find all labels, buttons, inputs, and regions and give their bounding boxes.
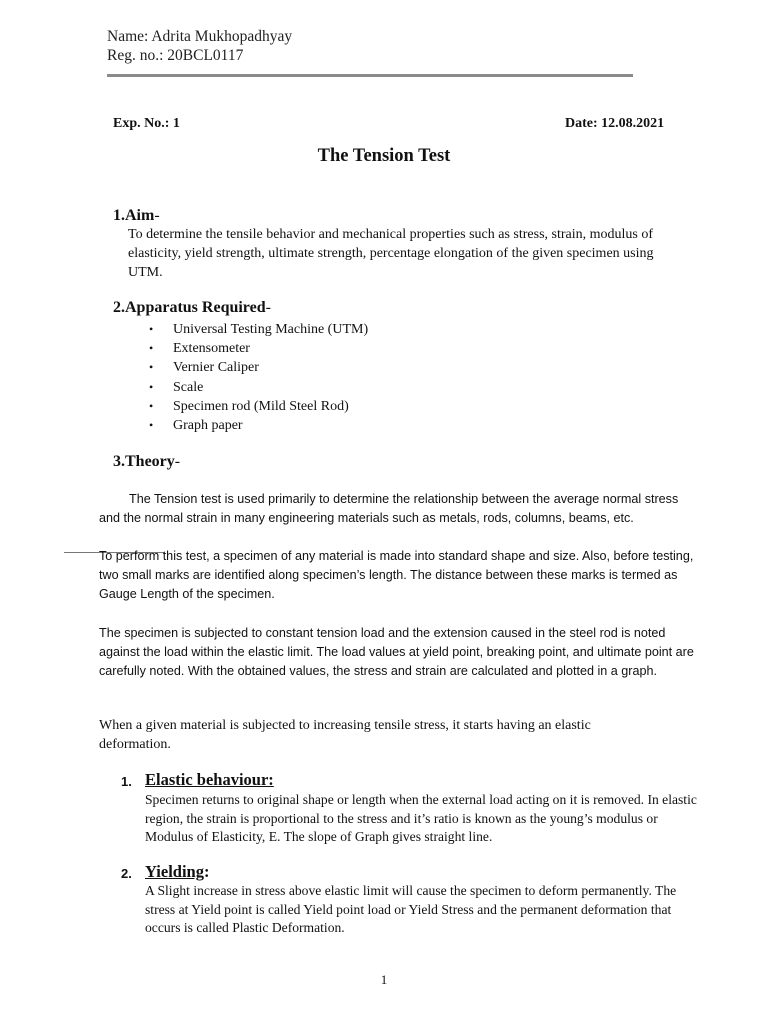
student-name: Name: Adrita Mukhopadhyay [107, 28, 293, 45]
bullet-icon: • [149, 322, 154, 336]
subsection-yielding-heading [145, 862, 209, 882]
section-suffix: - [154, 207, 160, 224]
theory-paragraph-4: When a given material is subjected to increasing tensile stress, it starts having an elastic deformation. [99, 718, 591, 752]
bullet-icon: • [149, 379, 154, 394]
list-item: • Graph paper [146, 416, 368, 435]
list-item: • Specimen rod (Mild Steel Rod) [146, 397, 368, 416]
subsection-elastic-heading: Elastic behaviour: [145, 770, 274, 789]
section-apparatus-heading [113, 299, 271, 317]
section-suffix: - [265, 299, 271, 316]
document-title: The Tension Test [317, 146, 451, 166]
aim-text: To determine the tensile behavior and mechanical properties such as stress, strain, modulus of elasticity, yield strength, ultimate strength, percentage elongation of the given specimen using UTM. [128, 227, 654, 280]
list-item: • Extensometer [146, 339, 368, 358]
theory-paragraph-1: The Tension test is used primarily to determine the relationship between the average normal stress and the normal strain in many engineering materials such as metals, rods, columns, beams, etc. [99, 492, 679, 525]
theory-paragraph-3: The specimen is subjected to constant tension load and the extension caused in the steel rod is noted against the load within the elastic limit. The load values at yield point, breaking point, and ultimate point are carefully noted. With the obtained values, the stress and strain are calculated and plotted in a graph. [99, 626, 694, 678]
experiment-number: Exp. No.: 1 [113, 116, 180, 131]
section-aim-heading [113, 207, 160, 225]
section-title: Theory [125, 453, 175, 470]
elastic-text: Specimen returns to original shape or length when the external load acting on it is removed. In elastic region, the strain is proportional to the stress and it’s ratio is known as the young’s modulus or Modulus of Elasticity, E. The slope of Graph gives straight line. [145, 792, 697, 844]
theory-paragraph-2: To perform this test, a specimen of any material is made into standard shape and size. Also, before testing, two small marks are identified along specimen’s length. The distance between these marks is termed as Gauge Length of the specimen. [99, 549, 694, 601]
section-suffix: - [174, 453, 181, 470]
subsection-number: 2. [121, 866, 132, 881]
section-title: Apparatus Required [125, 299, 266, 316]
bullet-icon: • [149, 341, 154, 356]
bullet-icon: • [149, 418, 154, 433]
page-number: 1 [380, 972, 388, 987]
list-item: • Scale [146, 378, 368, 397]
yielding-text: A Slight increase in stress above elastic limit will cause the specimen to deform permanently. The stress at Yield point is called Yield point load or Yield Stress and the permanent deformation that occurs is called Plastic Deformation. [145, 883, 677, 935]
section-number: 3. [113, 453, 125, 470]
experiment-date: Date: 12.08.2021 [565, 116, 665, 131]
list-item: • Universal Testing Machine (UTM) [146, 320, 368, 339]
bullet-icon: • [149, 360, 154, 375]
subsection-number: 1. [121, 774, 132, 789]
section-number: 1. [113, 207, 125, 224]
header-divider [107, 74, 633, 77]
bullet-icon: • [149, 398, 154, 413]
subsection-title: Yielding [145, 862, 204, 881]
section-theory-heading [113, 453, 180, 471]
apparatus-list [146, 320, 368, 435]
section-title: Aim [125, 207, 155, 224]
registration-number: Reg. no.: 20BCL0117 [107, 47, 244, 64]
subsection-suffix: : [203, 862, 210, 881]
section-number: 2. [113, 299, 125, 316]
list-item: • Vernier Caliper [146, 358, 368, 377]
